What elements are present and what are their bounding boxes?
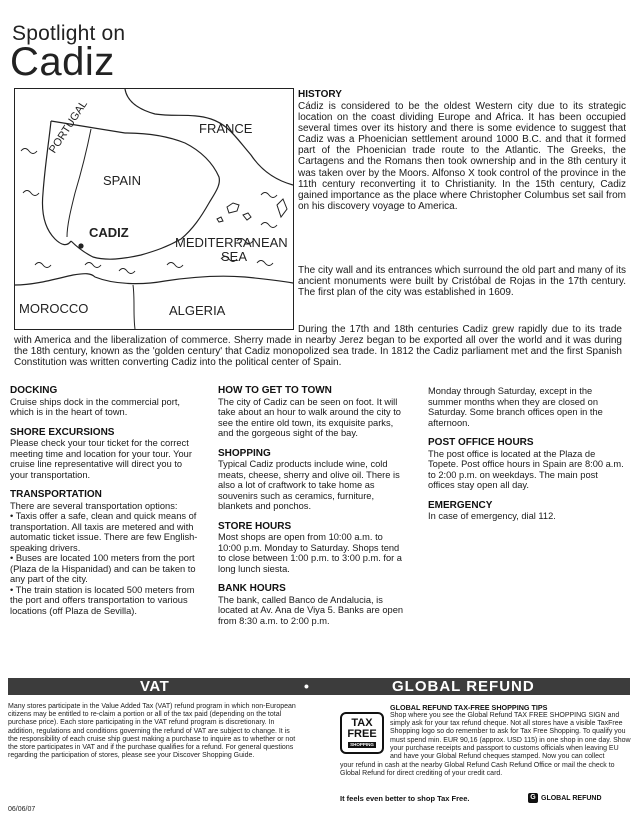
transport-section (10, 490, 202, 616)
post-section (428, 438, 624, 491)
store-heading: STORE HOURS (218, 520, 292, 532)
shore-heading: SHORE EXCURSIONS (10, 426, 115, 438)
label-france: FRANCE (199, 121, 253, 136)
footer-date: 06/06/07 (8, 806, 36, 813)
store-section (218, 522, 408, 575)
transport-bullet-bus: • Buses are located 100 meters from the port (Plaza de la Hispanidad) and can be taken to any part of the city. (10, 553, 196, 584)
bank-continued (428, 386, 624, 428)
bank-section (218, 584, 408, 626)
tax-free-logo-line1: TAX (351, 717, 373, 729)
emergency-text: In case of emergency, dial 112. (428, 511, 556, 521)
label-cadiz: CADIZ (89, 225, 129, 240)
taxfree-heading: GLOBAL REFUND TAX-FREE SHOPPING TIPS (390, 703, 548, 712)
history-paragraph-1: Cádiz is considered to be the oldest Western city due to its strategic location on the coast dividing Europe and Africa. It has been occupied several times over its history and there is some evidence to suggest that Cadiz was a Phoenician settlement around 1000 B.C. and that it formed part of the Phoenician trade route to the Atlantic. The Greeks, the Cartagens and the Romans then took ownership and in the 8th century it was taken over by the Moors. Alfonso X took control of the province in the 11th century reconverting it to Christianity. In the 15th century, Cadiz gained importance as the place where Christopher Columbus set sail from on his discovery voyage to America. (298, 101, 626, 212)
history-heading: HISTORY (298, 89, 342, 100)
emergency-heading: EMERGENCY (428, 499, 493, 511)
tax-free-logo-line2: FREE (347, 728, 377, 740)
banner-dot: • (304, 678, 309, 694)
taxfree-text-1: Shop where you see the Global Refund TAX FREE SHOPPING SIGN and simply ask for your tax refund cheque. Not all stores have a visible TaxFree Shopping logo so do remember to ask for Tax Free Shopping. To qualify you must spend min. EUR 90,16 (approx. USD 115) in one shop in one day. Show your purchase receipts and passport to customs officials when leaving EU and have your Global Refund cheques stamped. Now you can collect (390, 712, 631, 761)
label-mediterranean: MEDITERRANEAN (175, 235, 288, 250)
label-spain: SPAIN (103, 173, 142, 188)
label-algeria: ALGERIA (169, 303, 226, 318)
bank-heading: BANK HOURS (218, 583, 286, 594)
docking-text: Cruise ships dock in the commercial port, which is in the heart of town. (10, 396, 180, 417)
docking-section (10, 386, 202, 418)
title-spotlight: Spotlight on (12, 22, 126, 45)
bank-text: The bank, called Banco de Andalucia, is located at Av. Ana de Viya 5. Banks are open from 8:30 a.m. to 2:00 p.m. (218, 594, 404, 626)
history-paragraph-2: The city wall and its entrances which surround the old part and many of its ancient monuments were built by Cristóbal de Rojas in the 17th century. The first plan of the city was established in 1609. (298, 265, 626, 299)
howto-text: The city of Cadiz can be seen on foot. It will take about an hour to walk around the city to see the entire old town, its exquisite parks, and the gorgeous sight of the bay. (218, 396, 401, 438)
column-2 (218, 386, 408, 636)
tax-free-logo-line3: SHOPPING (348, 742, 376, 748)
store-text: Most shops are open from 10:00 a.m. to 10:00 p.m. Monday to Saturday. Shops tend to close between 1:00 p.m. to 3:00 p.m. for a long lunch siesta. (218, 532, 402, 574)
transport-heading: TRANSPORTATION (10, 489, 102, 500)
shopping-text: Typical Cadiz products include wine, cold meats, cheese, sherry and olive oil. There is also a lot of craftwork to take home as souvenirs such as ceramics, furniture, blankets and ponchos. (218, 459, 400, 511)
label-sea: SEA (221, 249, 248, 264)
banner-vat: VAT (140, 678, 170, 695)
banner-global-refund: GLOBAL REFUND (392, 678, 535, 695)
howto-section (218, 386, 408, 439)
docking-heading: DOCKING (10, 385, 58, 396)
column-1 (10, 386, 202, 626)
howto-heading: HOW TO GET TO TOWN (218, 385, 332, 396)
bank-text-continued: Monday through Saturday, except in the summer months when they are closed on Saturday. Some branch offices open in the afternoon. (428, 386, 603, 428)
shore-text: Please check your tour ticket for the correct meeting time and location for your tour. Your cruise line representative will direct you to your transportation. (10, 438, 192, 480)
transport-bullet-taxi: • Taxis offer a safe, clean and quick means of transportation. All taxis are metered and with automatic ticket issue. There are few English-speaking drivers. (10, 511, 198, 553)
global-refund-logo (528, 793, 602, 803)
shopping-heading: SHOPPING (218, 447, 271, 459)
column-3 (428, 386, 624, 532)
emergency-section (428, 501, 624, 522)
cadiz-dot (78, 243, 83, 248)
taxfree-text-2: your refund in cash at the nearby Global Refund Cash Refund Office or mail the check to Global Refund for direct crediting of your credit card. (340, 762, 615, 778)
label-portugal: PORTUGAL (47, 98, 90, 156)
vat-text: Many stores participate in the Value Added Tax (VAT) refund program in which non-European citizens may be entitled to re-claim a portion or all of the tax paid (depending on the total purchase price). Each store participating in the VAT refund program is discretionary. In addition, regulations and conditions governing the refund of VAT are subject to change. It is the responsibility of each cruise ship guest making a purchase to inquire as to whether or not the store participates in VAT and if the purchase qualifies for a refund. For general questions regarding the participation of stores, please see your Discover Shopping Guide. (8, 703, 296, 760)
taxfree-slogan: It feels even better to shop Tax Free. (340, 794, 470, 803)
post-text: The post office is located at the Plaza de Topete. Post office hours in Spain are 8:00 a.m. to 2:00 p.m. on weekdays. The main post offices stay open all day. (428, 448, 624, 490)
shore-section (10, 428, 202, 481)
post-heading: POST OFFICE HOURS (428, 437, 534, 448)
tax-free-logo (340, 712, 384, 754)
history-paragraph-3: During the 17th and 18th centuries Cadiz grew rapidly due to its trade with America and the liberalization of commerce. Sherry made in nearby Jerez began to be exported all over the world and it was during the 18th century, known as the 'golden century' that Cadiz monopolized sea trade. In 1812 the Cadiz parliament met and the first Spanish Constitution was written converting Cadiz into the political center of Spain. (14, 324, 622, 369)
global-refund-icon: G (528, 793, 538, 803)
transport-bullet-train: • The train station is located 500 meters from the port and offers transportation to various locations (off Plaza de Sevilla). (10, 584, 195, 616)
shopping-section (218, 449, 408, 512)
map (14, 88, 294, 330)
title-cadiz: Cadiz (10, 40, 115, 84)
transport-intro: There are several transportation options: (10, 500, 178, 511)
label-morocco: MOROCCO (19, 301, 89, 316)
global-refund-brand: GLOBAL REFUND (541, 794, 602, 802)
vat-global-refund-banner (8, 678, 630, 695)
